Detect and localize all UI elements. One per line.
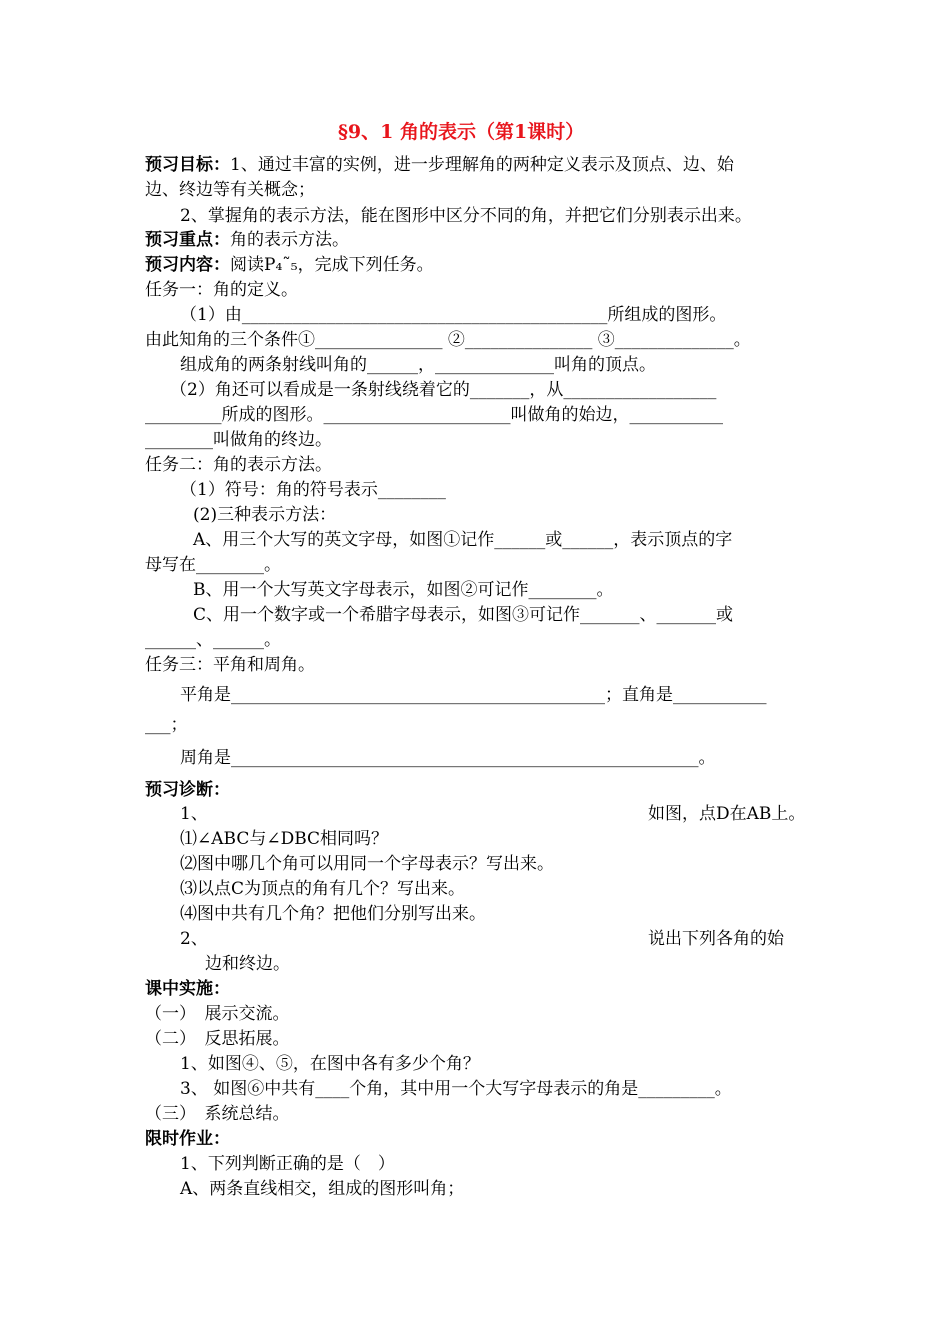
page-title: §9、1 角的表示（第1课时）: [338, 121, 585, 143]
task2-line-3: A、用三个大写的英文字母，如图①记作______或______，表示顶点的字: [193, 530, 733, 550]
diagnosis-q2-continued: 边和终边。: [205, 954, 290, 974]
diagnosis-q2-tail: 说出下列各角的始: [648, 929, 784, 949]
key-point-line: [145, 228, 349, 252]
content-label: 预习内容：: [145, 255, 230, 275]
homework-q1-option-a: A、两条直线相交，组成的图形叫角；: [180, 1179, 465, 1199]
task1-heading: 任务一：角的定义。: [145, 280, 298, 300]
task1-line-3: 组成角的两条射线叫角的______，______________叫角的顶点。: [180, 355, 656, 375]
in-class-label: 课中实施：: [145, 979, 230, 999]
diagnosis-q1-tail: 如图，点D在AB上。: [648, 804, 806, 824]
content-text: 阅读P₄˜₅，完成下列任务。: [230, 255, 434, 275]
diagnosis-q1b: ⑵图中哪几个角可以用同一个字母表示？写出来。: [180, 854, 554, 874]
task3-line-1: 平角是____________________________________________；直角是___________: [180, 685, 767, 705]
objectives-line-3: 2、掌握角的表示方法，能在图形中区分不同的角，并把它们分别表示出来。: [180, 206, 752, 226]
in-class-step-2-q3: 3、 如图⑥中共有____个角，其中用一个大写字母表示的角是_________。: [180, 1079, 732, 1099]
homework-label: 限时作业：: [145, 1129, 230, 1149]
key-point-text: 角的表示方法。: [230, 230, 349, 250]
content-line: [145, 253, 434, 277]
task2-line-6: C、用一个数字或一个希腊字母表示，如图③可记作_______、_______或: [193, 605, 734, 625]
task1-line-1: （1）由___________________________________________所组成的图形。: [180, 305, 727, 325]
task2-line-5: B、用一个大写英文字母表示，如图②可记作________。: [193, 580, 614, 600]
in-class-step-2-q1: 1、如图④、⑤，在图中各有多少个角？: [180, 1054, 480, 1074]
objectives-line-1: [145, 153, 734, 177]
task1-line-5: _________所成的图形。______________________叫做角的始边，___________: [145, 405, 723, 425]
task1-line-4: （2）角还可以看成是一条射线绕着它的_______，从__________________: [170, 380, 717, 400]
in-class-step-2: （二） 反思拓展。: [145, 1029, 290, 1049]
task2-line-7: ______、______。: [145, 630, 281, 650]
homework-q1: 1、下列判断正确的是（ ）: [180, 1154, 395, 1174]
task3-line-2: ___；: [145, 715, 188, 735]
diagnosis-q1-number: 1、: [180, 804, 208, 824]
task2-line-2: (2)三种表示方法：: [193, 505, 337, 525]
diagnosis-q2-number: 2、: [180, 929, 208, 949]
in-class-step-1: （一） 展示交流。: [145, 1004, 290, 1024]
task2-line-1: （1）符号：角的符号表示________: [180, 480, 446, 500]
objectives-line-2: 边、终边等有关概念；: [145, 180, 315, 200]
diagnosis-q1c: ⑶以点C为顶点的角有几个？写出来。: [180, 879, 466, 899]
task2-line-4: 母写在________。: [145, 555, 281, 575]
task1-line-2: 由此知角的三个条件①_______________ ②_______________ ③______________。: [145, 330, 751, 350]
task2-heading: 任务二：角的表示方法。: [145, 455, 332, 475]
objectives-label: 预习目标：: [145, 155, 230, 175]
diagnosis-label: 预习诊断：: [145, 780, 230, 800]
in-class-step-3: （三） 系统总结。: [145, 1104, 290, 1124]
task3-heading: 任务三：平角和周角。: [145, 655, 315, 675]
diagnosis-q1a: ⑴∠ABC与∠DBC相同吗？: [180, 829, 389, 849]
objectives-text-1: 1、通过丰富的实例，进一步理解角的两种定义表示及顶点、边、始: [230, 155, 734, 175]
task3-line-3: 周角是_______________________________________________________。: [180, 748, 716, 768]
key-point-label: 预习重点：: [145, 230, 230, 250]
task1-line-6: ________叫做角的终边。: [145, 430, 332, 450]
diagnosis-q1d: ⑷图中共有几个角？把他们分别写出来。: [180, 904, 486, 924]
